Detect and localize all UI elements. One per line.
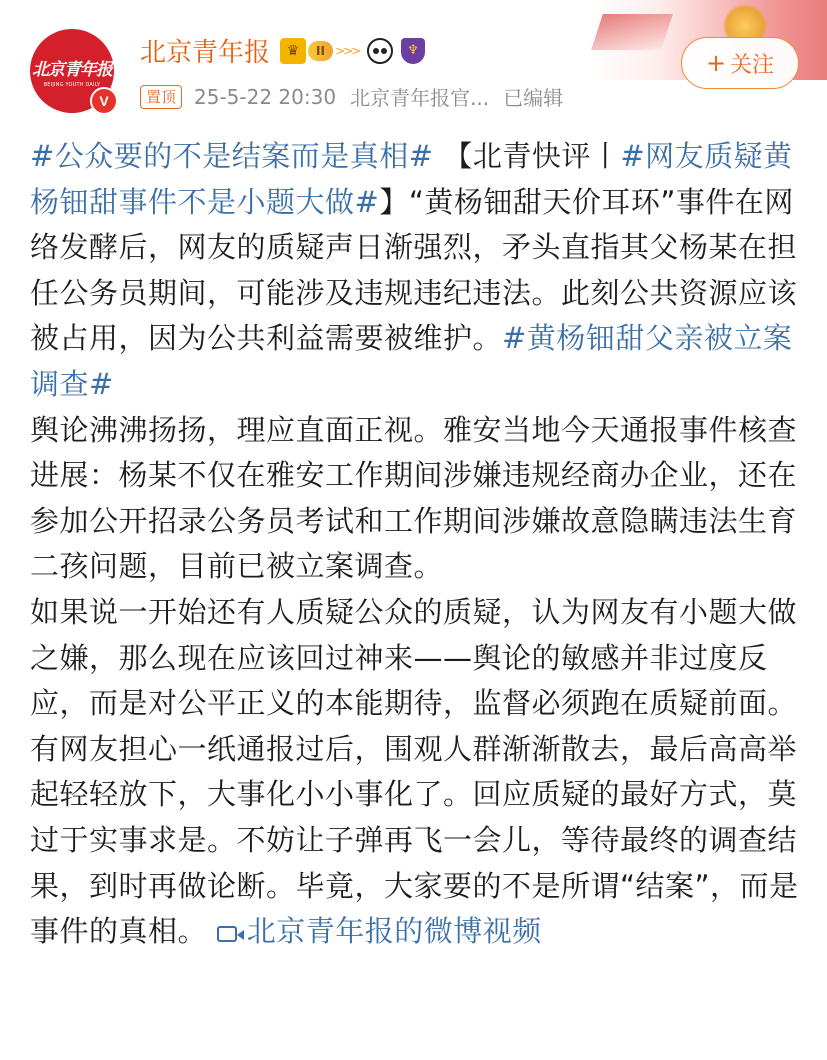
shield-icon[interactable]: ♆ [401, 38, 425, 64]
level-arrows-icon: >>> [334, 43, 360, 58]
flag-decoration [591, 14, 673, 50]
plus-icon: + [705, 49, 727, 77]
paragraph-2: 舆论沸沸扬扬，理应直面正视。雅安当地今天通报事件核查进展：杨某不仅在雅安工作期间涉嫌违规经商办企业，还在参加公开招录公务员考试和工作期间涉嫌故意隐瞒违法生育二孩问题，目前已被立案调查。 [30, 412, 798, 584]
follow-label: 关注 [730, 52, 775, 78]
timestamp: 25-5-22 20:30 [194, 84, 337, 109]
verified-icon: V [90, 87, 118, 115]
edited-label[interactable]: 已编辑 [503, 86, 564, 110]
paragraph-3: 如果说一开始还有人质疑公众的质疑，认为网友有小题大做之嫌，那么现在应该回过神来——舆论的敏感并非过度反应，而是对公平正义的本能期待，监督必须跑在质疑前面。 [30, 594, 798, 721]
panda-icon[interactable] [367, 38, 393, 64]
post-source[interactable]: 北京青年报官... [350, 86, 490, 110]
pinned-badge: 置顶 [140, 85, 182, 109]
hashtag-link[interactable]: #公众要的不是结案而是真相# [30, 139, 434, 173]
video-link[interactable] [217, 914, 542, 948]
paragraph-4 [30, 727, 802, 955]
post-text: 【北青快评丨 [433, 139, 621, 173]
post-text: 有网友担心一纸通报过后，围观人群渐渐散去，最后高高举起轻轻放下，大事化小小事化了。回应质疑的最好方式，莫过于实事求是。不妨让子弹再飞一会儿，等待最终的调查结果，到时再做论断。毕竟，大家要的不是所谓“结案”，而是事件的真相。 [30, 731, 799, 949]
name-row [140, 32, 425, 69]
hashtag-link[interactable]: #黄杨钿甜父亲被立案调查# [30, 321, 793, 401]
post-text: 】“黄杨钿甜天价耳环”事件在网络发酵后，网友的质疑声日渐强烈，矛头直指其父杨某在担任公务员期间，可能涉及违规违纪违法。此刻公共资源应该被占用，因为公共利益需要被维护。 [30, 184, 798, 356]
post-header [0, 0, 827, 118]
avatar-sub-text: BEIJING YOUTH DAILY [43, 81, 101, 88]
avatar-logo-text: 北京青年报 [32, 59, 112, 80]
video-link-label: 北京青年报的微博视频 [246, 914, 542, 949]
hashtag-link[interactable]: #网友质疑黄杨钿甜事件不是小题大做# [30, 139, 793, 219]
video-icon [217, 926, 237, 942]
username[interactable]: 北京青年报 [140, 38, 271, 68]
paragraph-1 [30, 134, 802, 408]
follow-button[interactable] [681, 37, 799, 89]
post-content [30, 134, 802, 955]
avatar[interactable] [30, 29, 114, 113]
crown-icon[interactable]: ♛ [280, 38, 306, 64]
level-badge[interactable]: II [308, 41, 333, 61]
meta-row [140, 82, 563, 111]
